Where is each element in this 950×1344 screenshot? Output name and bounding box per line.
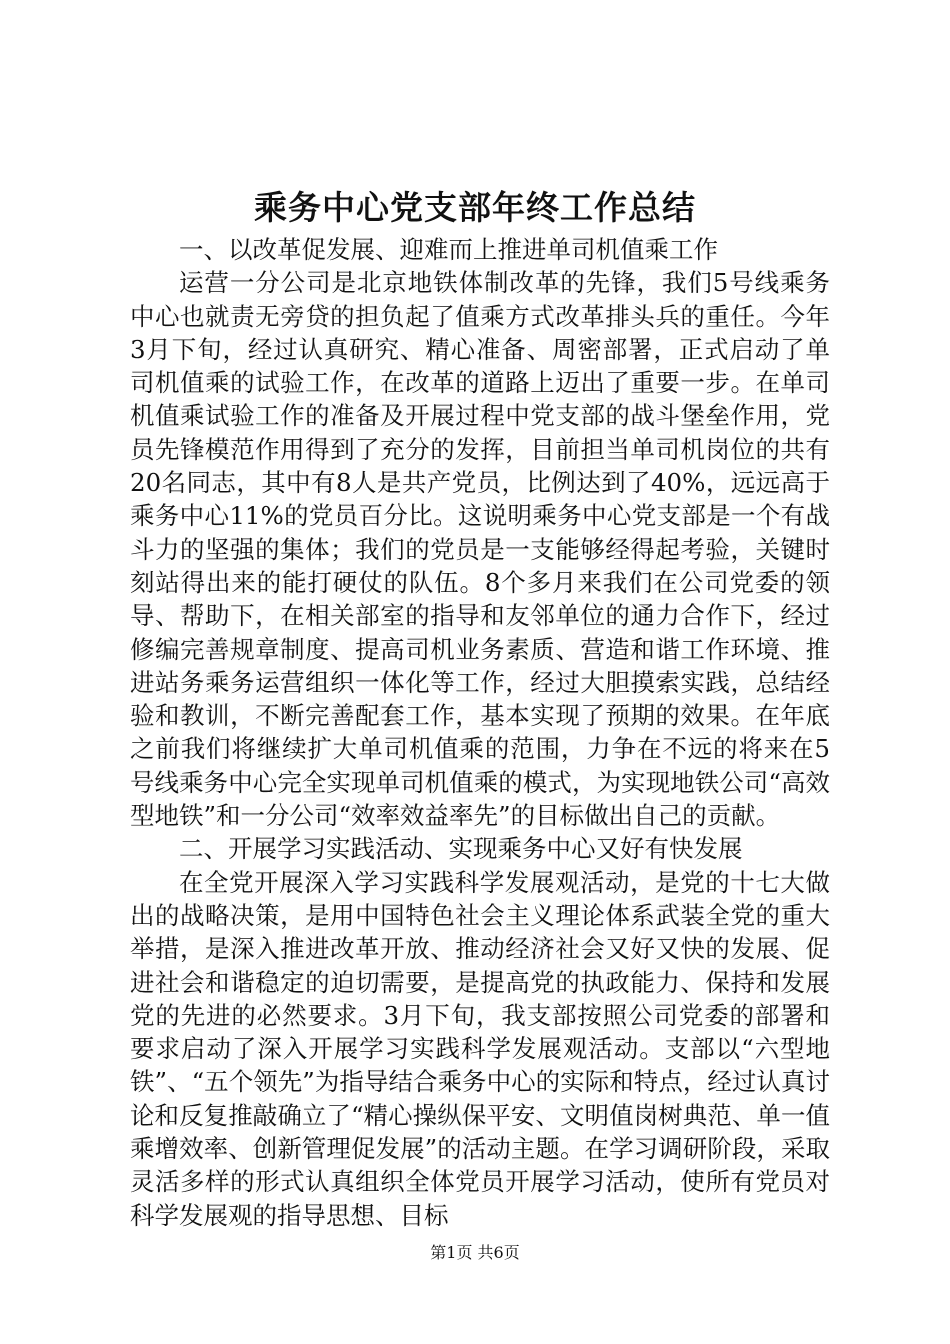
document-title: 乘务中心党支部年终工作总结 <box>254 188 696 227</box>
section-heading-2: 二、开展学习实践活动、实现乘务中心又好有快发展 <box>179 834 743 864</box>
body-paragraph-1: 运营一分公司是北京地铁体制改革的先锋，我们5号线乘务中心也就责无旁贷的担负起了值乘方式改革排头兵的重任。今年3月下旬，经过认真研究、精心准备、周密部署，正式启动了单司机值乘的试验工作，在改革的道路上迈出了重要一步。在单司机值乘试验工作的准备及开展过程中党支部的战斗堡垒作用，党员先锋模范作用得到了充分的发挥，目前担当单司机岗位的共有20名同志，其中有8人是共产党员，比例达到了40%，远远高于乘务中心11%的党员百分比。这说明乘务中心党支部是一个有战斗力的坚强的集体；我们的党员是一支能够经得起考验，关键时刻站得出来的能打硬仗的队伍。8个多月来我们在公司党委的领导、帮助下，在相关部室的指导和友邻单位的通力合作下，经过修编完善规章制度、提高司机业务素质、营造和谐工作环境、推进站务乘务运营组织一体化等工作，经过大胆摸索实践，总结经验和教训，不断完善配套工作，基本实现了预期的效果。在年底之前我们将继续扩大单司机值乘的范围，力争在不远的将来在5号线乘务中心完全实现单司机值乘的模式，为实现地铁公司“高效型地铁”和一分公司“效率效益率先”的目标做出自己的贡献。 <box>130 268 830 831</box>
body-paragraph-2: 在全党开展深入学习实践科学发展观活动，是党的十七大做出的战略决策，是用中国特色社会主义理论体系武装全党的重大举措，是深入推进改革开放、推动经济社会又好又快的发展、促进社会和谐稳定的迫切需要，是提高党的执政能力、保持和发展党的先进的必然要求。3月下旬，我支部按照公司党委的部署和要求启动了深入开展学习实践科学发展观活动。支部以“六型地铁”、“五个领先”为指导结合乘务中心的实际和特点，经过认真讨论和反复推敲确立了“精心操纵保平安、文明值岗树典范、单一值乘增效率、创新管理促发展”的活动主题。在学习调研阶段，采取灵活多样的形式认真组织全体党员开展学习活动，使所有党员对科学发展观的指导思想、目标 <box>130 867 830 1230</box>
section-heading-1: 一、以改革促发展、迎难而上推进单司机值乘工作 <box>179 235 718 264</box>
document-body <box>130 233 830 1230</box>
page-number-footer: 第1页 共6页 <box>430 1243 520 1262</box>
